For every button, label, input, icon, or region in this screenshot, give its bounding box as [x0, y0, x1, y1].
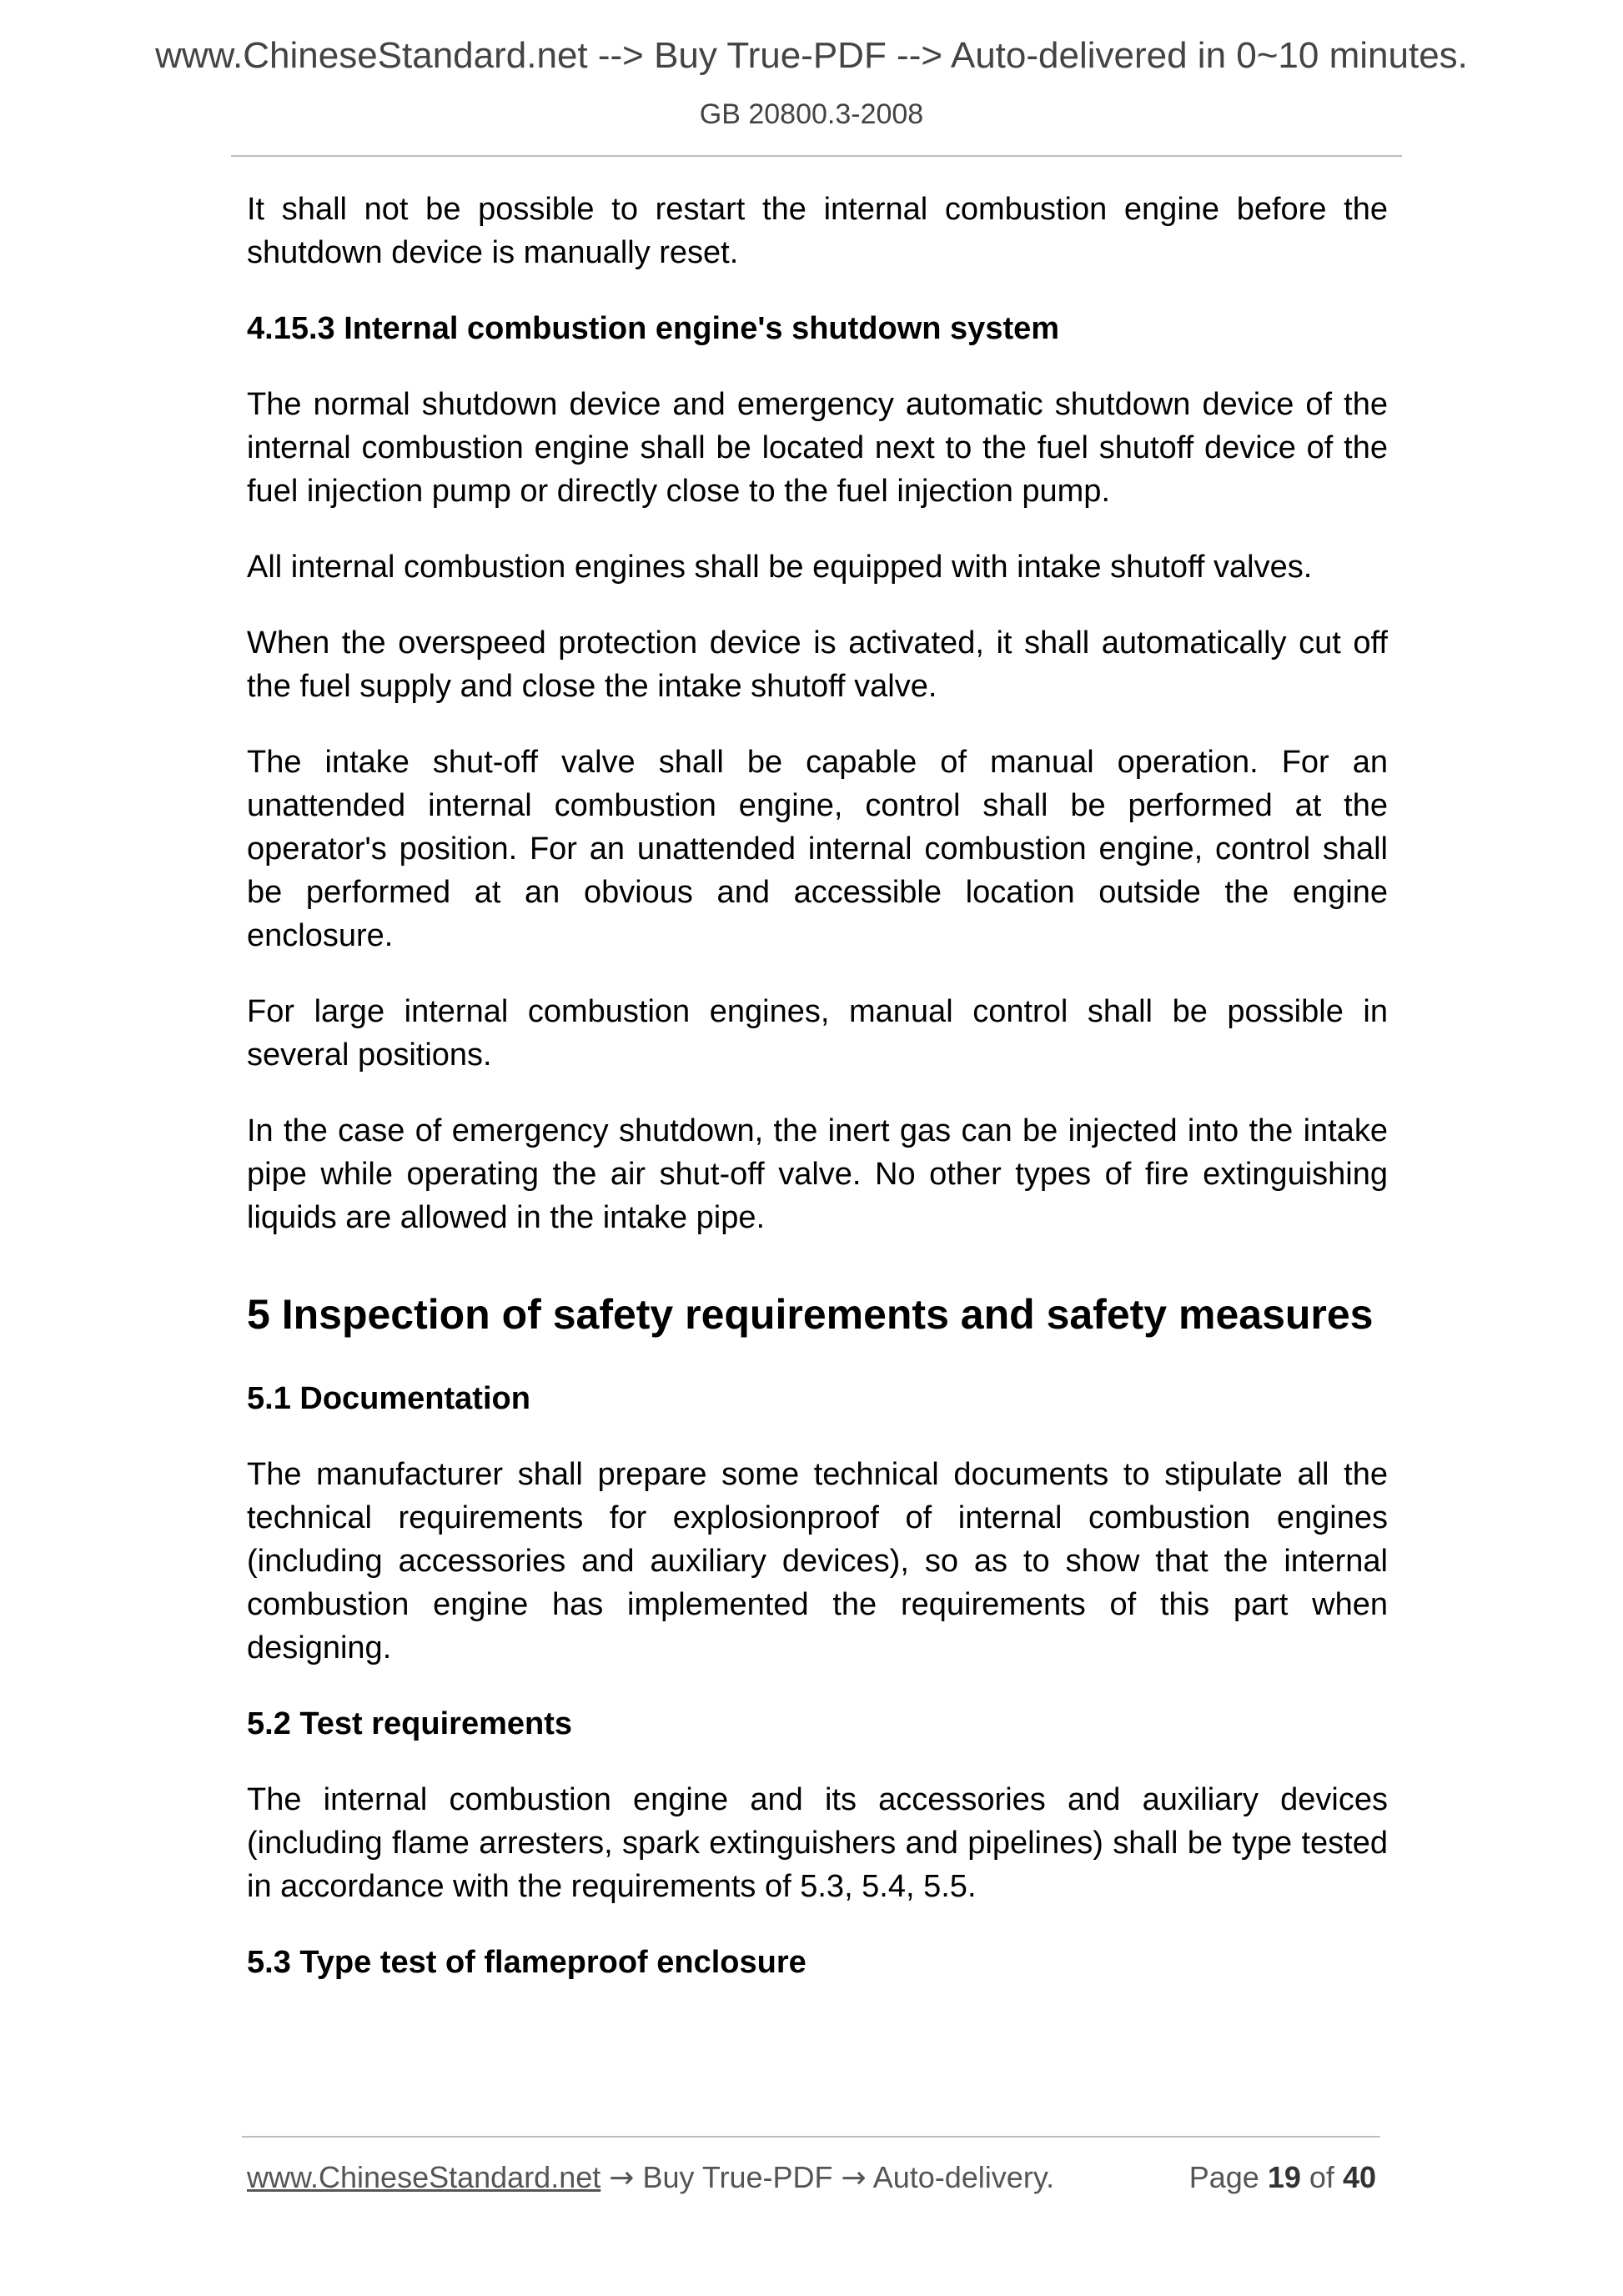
of-label: of: [1309, 2160, 1334, 2194]
page-total: 40: [1342, 2160, 1376, 2194]
document-body: [247, 188, 1388, 2017]
page-label: Page: [1188, 2160, 1259, 2194]
arrow-right-icon: →: [841, 2161, 867, 2195]
footer-site-link[interactable]: www.ChineseStandard.net: [247, 2160, 601, 2194]
paragraph-restart-reset: It shall not be possible to restart the internal combustion engine before the shutdown device is manually reset.: [247, 192, 1388, 270]
paragraph-manual-operation: The intake shut-off valve shall be capable of manual operation. For an unattended internal combustion engine, control shall be performed at the operator's position. For an unattended internal combustion engine, control shall be performed at an obvious and accessible location outside the engine enclosure.: [247, 745, 1388, 953]
footer-delivery-text: Auto-delivery.: [872, 2160, 1055, 2194]
section-heading-5: 5 Inspection of safety requirements and safety measures: [247, 1291, 1374, 1338]
site-banner: www.ChineseStandard.net --> Buy True-PDF --> Auto-delivered in 0~10 minutes.: [155, 35, 1468, 76]
page-number: 19: [1267, 2160, 1301, 2194]
footer-buy-text: Buy True-PDF: [642, 2160, 833, 2194]
paragraph-test-requirements: The internal combustion engine and its accessories and auxiliary devices (including flame arresters, spark extinguishers and pipelines) shall be type tested in accordance with the requirements of 5.3, 5.4, 5.5.: [247, 1782, 1388, 1904]
section-heading-5-2: 5.2 Test requirements: [247, 1706, 573, 1741]
footer-divider: [242, 2136, 1380, 2138]
header-divider: [231, 155, 1402, 157]
page-indicator: [1189, 2160, 1376, 2195]
section-heading-4-15-3: 4.15.3 Internal combustion engine's shutdown system: [247, 311, 1060, 346]
paragraph-overspeed-protection: When the overspeed protection device is activated, it shall automatically cut off the fuel supply and close the intake shutoff valve.: [247, 625, 1388, 704]
paragraph-large-engines: For large internal combustion engines, manual control shall be possible in several positions.: [247, 994, 1388, 1073]
footer-promo: [247, 2160, 1054, 2195]
paragraph-shutdown-device-location: The normal shutdown device and emergency automatic shutdown device of the internal combustion engine shall be located next to the fuel shutoff device of the fuel injection pump or directly close to the fuel injection pump.: [247, 387, 1388, 509]
section-heading-5-3: 5.3 Type test of flameproof enclosure: [247, 1945, 806, 1980]
section-heading-5-1: 5.1 Documentation: [247, 1381, 530, 1416]
standard-code: GB 20800.3-2008: [699, 98, 924, 130]
paragraph-documentation: The manufacturer shall prepare some technical documents to stipulate all the technical requirements for explosionproof of internal combustion engines (including accessories and auxiliary devices), so as to show that the internal combustion engine has implemented the requirements of this part when designing.: [247, 1457, 1388, 1665]
arrow-right-icon: →: [609, 2161, 635, 2195]
paragraph-intake-shutoff-valves: All internal combustion engines shall be equipped with intake shutoff valves.: [247, 550, 1313, 585]
paragraph-emergency-shutdown: In the case of emergency shutdown, the inert gas can be injected into the intake pipe while operating the air shut-off valve. No other types of fire extinguishing liquids are allowed in the intake pipe.: [247, 1113, 1388, 1235]
